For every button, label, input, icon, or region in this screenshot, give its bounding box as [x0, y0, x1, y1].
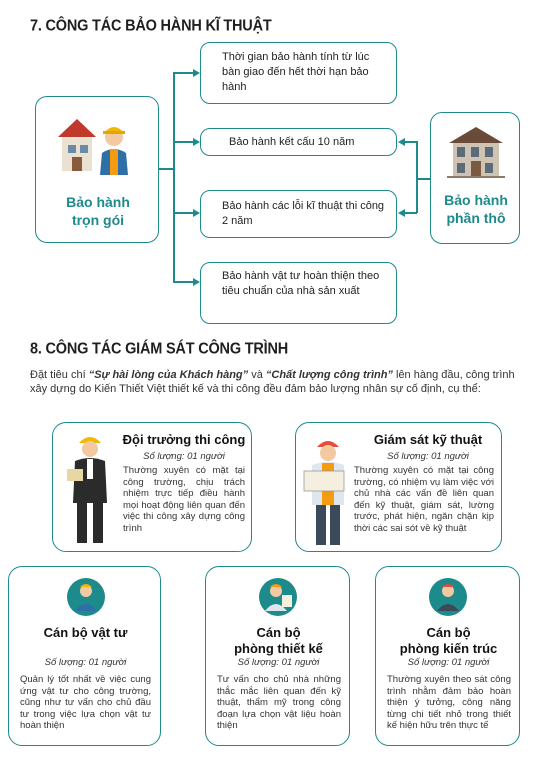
- intro-text: Đặt tiêu chí: [30, 369, 89, 381]
- card-title: Cán bộ vật tư: [43, 625, 128, 640]
- staff-card-technical-supervisor: [295, 422, 502, 552]
- warranty-item: [200, 262, 397, 324]
- intro-quote-customer: “Sự hài lòng của Khách hàng”: [88, 369, 249, 381]
- warranty-item-text: Bảo hành kết cấu 10 năm: [229, 136, 355, 148]
- staff-card-design-officer: [205, 566, 350, 746]
- card-body: Thường xuyên theo sát công trình nhằm đảm bảo hoàn thiện ý tưởng, công năng từng chi tiết nhỏ trong thiết kế hiện hữu trên thực tế: [387, 674, 511, 731]
- card-count: Số lượng: 01 người: [407, 657, 490, 668]
- right-box-rough-warranty: [430, 112, 520, 244]
- architecture-officer-icon: [428, 577, 468, 617]
- section7-title: 7. CÔNG TÁC BẢO HÀNH KĨ THUẬT: [30, 17, 272, 35]
- house-under-construction-icon: [445, 125, 507, 181]
- worker-house-icon: [58, 113, 138, 175]
- section8-title: 8. CÔNG TÁC GIÁM SÁT CÔNG TRÌNH: [30, 340, 289, 358]
- card-count: Số lượng: 01 người: [44, 657, 127, 668]
- warranty-item-text: Bảo hành vật tư hoàn thiện theo tiêu chuẩn của nhà sản xuất: [222, 270, 380, 297]
- card-count: Số lượng: 01 người: [387, 451, 469, 462]
- materials-officer-icon: [66, 577, 106, 617]
- card-count: Số lượng: 01 người: [237, 657, 320, 668]
- intro-quote-quality: “Chất lượng công trình”: [265, 369, 393, 381]
- card-title: Giám sát kỹ thuật: [373, 432, 483, 447]
- right-box-label: Bảo hành phần thô: [444, 192, 508, 226]
- section8-intro: [30, 368, 520, 396]
- card-body: Thường xuyên có mặt tại công trường, chịu trách nhiệm trực tiếp điều hành mọi hoạt động liên quan đến việc thi công xây dựng công trình: [123, 465, 245, 534]
- design-officer-icon: [258, 577, 298, 617]
- staff-card-site-manager: [52, 422, 252, 552]
- card-body: Tư vấn cho chủ nhà những thắc mắc liên quan đến kỹ thuật, thẩm mỹ trong công đoạn lựa chọn vật liệu hoàn thiện: [217, 674, 341, 731]
- warranty-item: [200, 190, 397, 238]
- card-title: Cán bộ phòng kiến trúc: [399, 625, 498, 656]
- card-body: Thường xuyên có mặt tại công trường, có nhiệm vụ làm việc với chủ nhà các vấn đề liên quan đến kỹ thuật, giám sát, lường trước, phát hiện, ngăn chặn kịp thời các sai sót về kỹ thuật: [354, 465, 494, 534]
- staff-card-architecture-officer: [375, 566, 520, 746]
- card-title: Cán bộ phòng thiết kế: [234, 625, 323, 656]
- left-box-label: Bảo hành trọn gói: [66, 194, 130, 228]
- technical-supervisor-icon: [302, 435, 354, 549]
- intro-text: và: [248, 369, 266, 381]
- left-box-full-warranty: [35, 96, 159, 243]
- warranty-item-text: Thời gian bảo hành tính từ lúc bàn giao đến hết thời hạn bảo hành: [222, 51, 370, 93]
- warranty-item: [200, 128, 397, 156]
- warranty-item-text: Bảo hành các lỗi kĩ thuật thi công 2 năm: [222, 200, 385, 227]
- card-title: Đội trưởng thi công: [122, 432, 246, 447]
- warranty-item: [200, 42, 397, 104]
- card-count: Số lượng: 01 người: [143, 451, 225, 462]
- card-body: Quản lý tốt nhất về việc cung ứng vật tư cho công trường, cũng như tư vấn cho chủ đầu tư trong việc lựa chọn vật tư hoàn thiện: [20, 674, 151, 731]
- intro-text: lên hàng đầu, công trình xây dựng do Kiến Thiết Việt thiết kế và thi công đều đảm bảo lượng nhân sự cố định, cụ thể:: [30, 369, 515, 395]
- site-manager-icon: [65, 431, 115, 547]
- staff-card-materials-officer: [8, 566, 161, 746]
